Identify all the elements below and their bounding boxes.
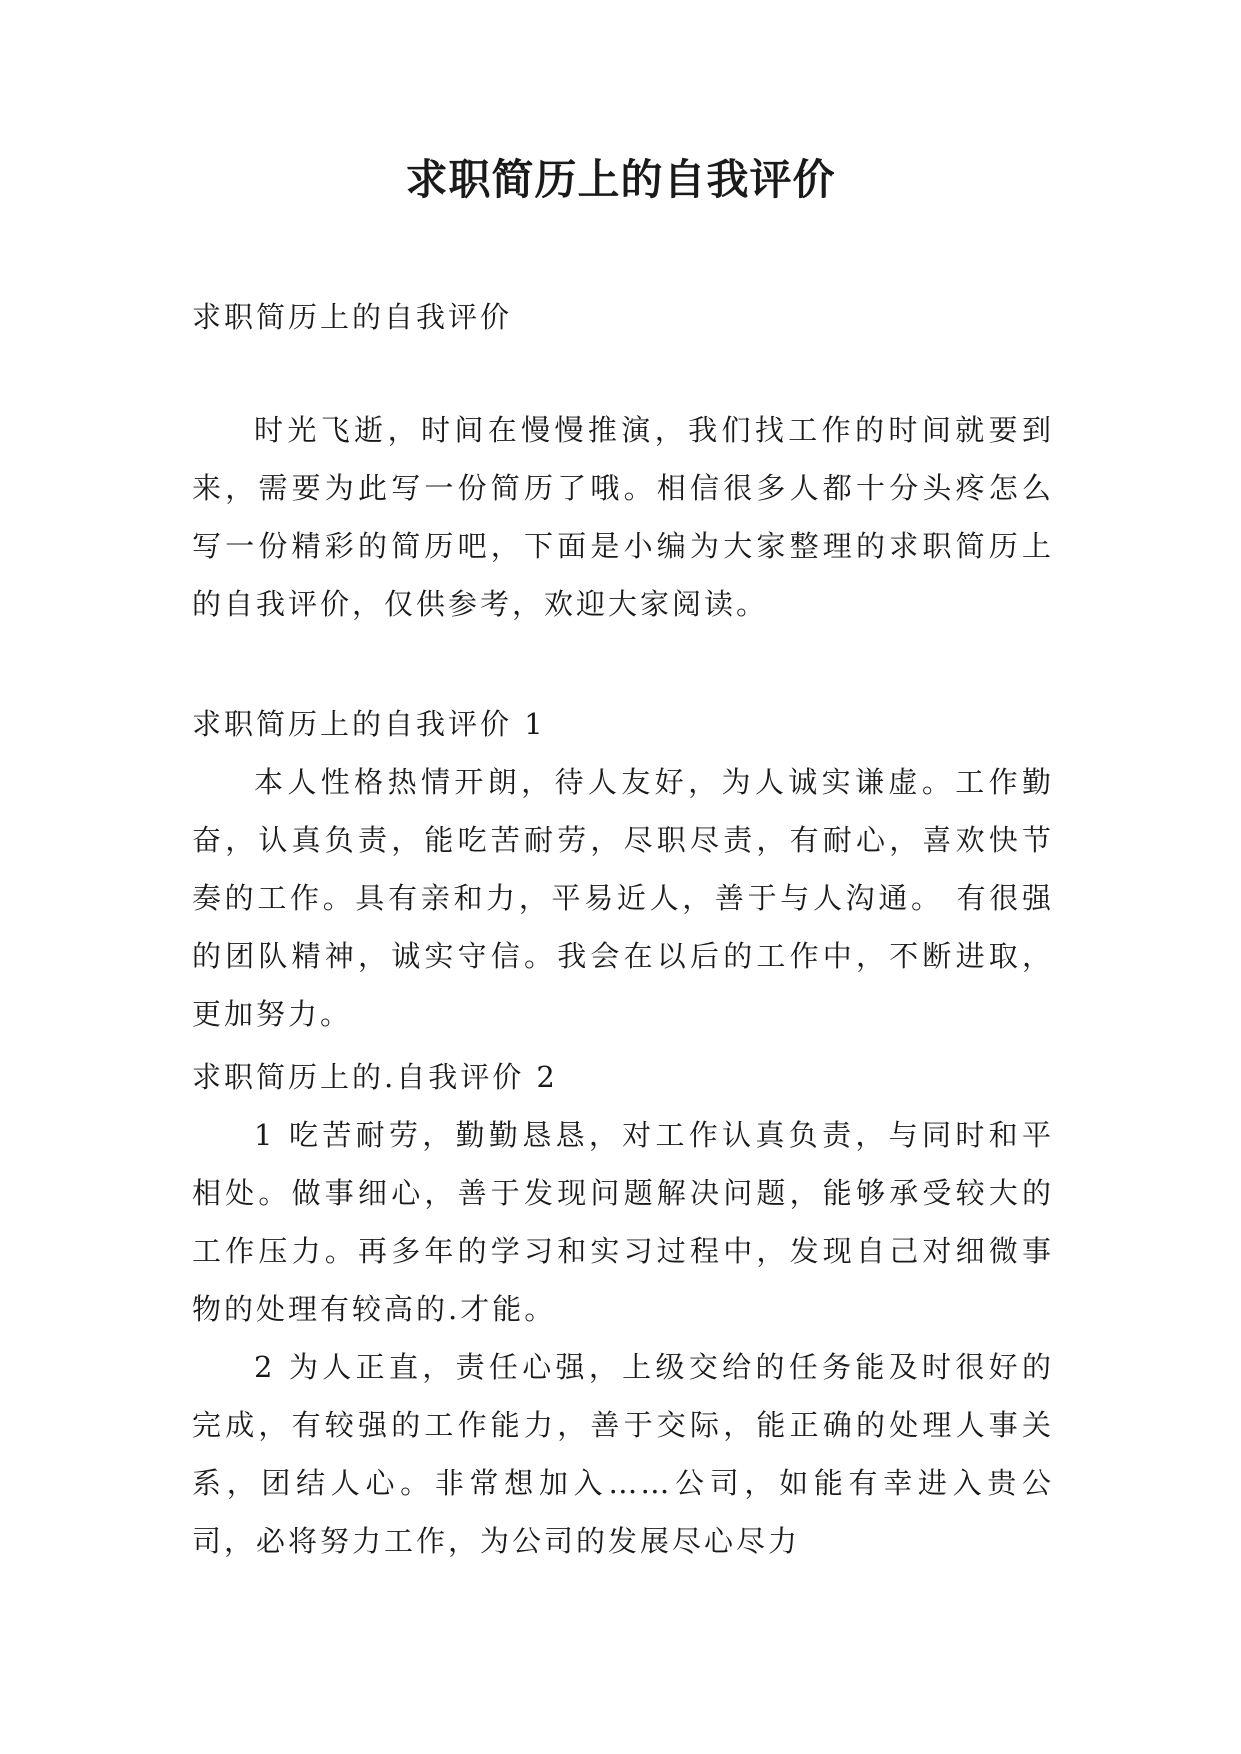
- section-2: [192, 1048, 1054, 1570]
- section-2-paragraph-1: 1 吃苦耐劳，勤勤恳恳，对工作认真负责，与同时和平相处。做事细心，善于发现问题解决问题，能够承受较大的工作压力。再多年的学习和实习过程中，发现自己对细微事物的处理有较高的.才能。: [192, 1118, 1054, 1326]
- section-2-heading: 求职简历上的.自我评价 2: [192, 1060, 558, 1094]
- intro-paragraph: 时光飞逝，时间在慢慢推演，我们找工作的时间就要到来，需要为此写一份简历了哦。相信很多人都十分头疼怎么写一份精彩的简历吧，下面是小编为大家整理的求职简历上的自我评价，仅供参考，欢迎大家阅读。: [192, 413, 1054, 621]
- section-1-heading: 求职简历上的自我评价 1: [192, 707, 546, 741]
- intro-section: [192, 401, 1054, 633]
- section-1: [192, 695, 1054, 1043]
- document-subtitle: [192, 288, 1054, 346]
- section-2-paragraph-2: 2 为人正直，责任心强，上级交给的任务能及时很好的完成，有较强的工作能力，善于交际，能正确的处理人事关系，团结人心。非常想加入……公司，如能有幸进入贵公司，必将努力工作，为公司的发展尽心尽力: [192, 1350, 1054, 1558]
- section-1-paragraph: 本人性格热情开朗，待人友好，为人诚实谦虚。工作勤奋，认真负责，能吃苦耐劳，尽职尽责，有耐心，喜欢快节奏的工作。具有亲和力，平易近人，善于与人沟通。 有很强的团队精神，诚实守信。我会在以后的工作中，不断进取，更加努力。: [192, 765, 1054, 1031]
- document-title: 求职简历上的自我评价: [405, 155, 836, 204]
- subtitle-text: 求职简历上的自我评价: [192, 300, 513, 334]
